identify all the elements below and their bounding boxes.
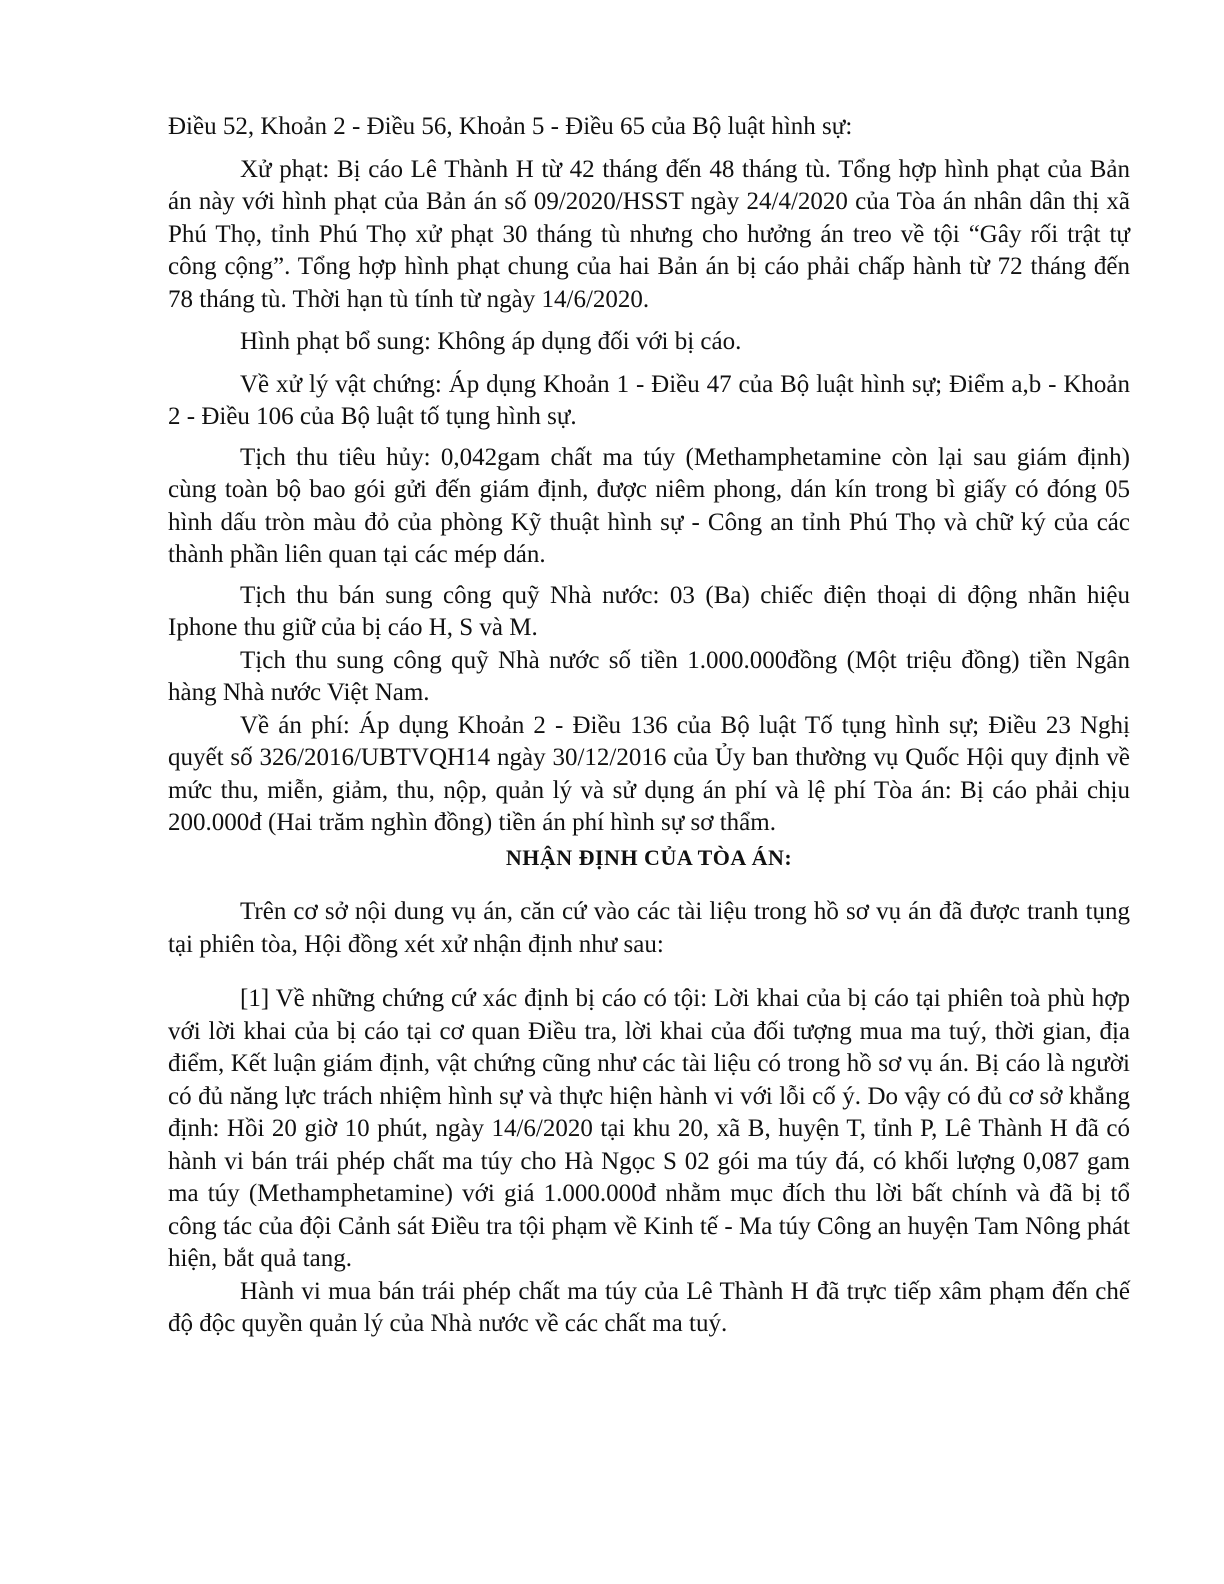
section-heading: NHẬN ĐỊNH CỦA TÒA ÁN:	[505, 844, 793, 870]
paragraph-confiscation-phones: Tịch thu bán sung công quỹ Nhà nước: 03 (Ba) chiếc điện thoại di động nhãn hiệu Iphone thu giữ của bị cáo H, S và M.	[168, 581, 1130, 641]
paragraph-court-assessment-intro: Trên cơ sở nội dung vụ án, căn cứ vào các tài liệu trong hồ sơ vụ án đã được tranh tụng tại phiên tòa, Hội đồng xét xử nhận định như sau:	[168, 898, 1130, 958]
paragraph-evidence-assessment: [1] Về những chứng cứ xác định bị cáo có tội: Lời khai của bị cáo tại phiên toà phù hợp với lời khai của bị cáo tại cơ quan Điều tra, lời khai của đối tượng mua ma tuý, thời gian, địa điểm, Kết luận giám định, vật chứng cũng như các tài liệu có trong hồ sơ vụ án. Bị cáo là người có đủ năng lực trách nhiệm hình sự và thực hiện hành vi với lỗi cố ý. Do vậy có đủ cơ sở khẳng định: Hồi 20 giờ 10 phút, ngày 14/6/2020 tại khu 20, xã B, huyện T, tỉnh P, Lê Thành H đã có hành vi bán trái phép chất ma túy cho Hà Ngọc S 02 gói ma túy đá, có khối lượng 0,087 gam ma túy (Methamphetamine) với giá 1.000.000đ nhằm mục đích thu lời bất chính và đã bị tổ công tác của đội Cảnh sát Điều tra tội phạm về Kinh tế - Ma túy Công an huyện Tam Nông phát hiện, bắt quả tang.	[168, 985, 1130, 1272]
paragraph-violation-assessment: Hành vi mua bán trái phép chất ma túy của Lê Thành H đã trực tiếp xâm phạm đến chế độ độc quyền quản lý của Nhà nước về các chất ma tuý.	[168, 1277, 1130, 1337]
paragraph-confiscation-money: Tịch thu sung công quỹ Nhà nước số tiền 1.000.000đồng (Một triệu đồng) tiền Ngân hàng Nhà nước Việt Nam.	[168, 646, 1130, 706]
paragraph-evidence-handling: Về xử lý vật chứng: Áp dụng Khoản 1 - Điều 47 của Bộ luật hình sự; Điểm a,b - Khoản 2 - Điều 106 của Bộ luật tố tụng hình sự.	[168, 370, 1130, 430]
paragraph-sentence: Xử phạt: Bị cáo Lê Thành H từ 42 tháng đến 48 tháng tù. Tổng hợp hình phạt của Bản án này với hình phạt của Bản án số 09/2020/HSST ngày 24/4/2020 của Tòa án nhân dân thị xã Phú Thọ, tỉnh Phú Thọ xử phạt 30 tháng tù nhưng cho hưởng án treo về tội “Gây rối trật tự công cộng”. Tổng hợp hình phạt chung của hai Bản án bị cáo phải chấp hành từ 72 tháng đến 78 tháng tù. Thời hạn tù tính từ ngày 14/6/2020.	[168, 155, 1130, 313]
paragraph-confiscation-destroy: Tịch thu tiêu hủy: 0,042gam chất ma túy (Methamphetamine còn lại sau giám định) cùng toàn bộ bao gói gửi đến giám định, được niêm phong, dán kín trong bì giấy có đóng 05 hình dấu tròn màu đỏ của phòng Kỹ thuật hình sự - Công an tỉnh Phú Thọ và chữ ký của các thành phần liên quan tại các mép dán.	[168, 443, 1130, 568]
document-page	[168, 111, 1130, 1341]
paragraph-additional-penalty: Hình phạt bổ sung: Không áp dụng đối với bị cáo.	[240, 328, 742, 355]
paragraph-legal-basis: Điều 52, Khoản 2 - Điều 56, Khoản 5 - Điều 65 của Bộ luật hình sự:	[168, 113, 853, 140]
paragraph-court-fees: Về án phí: Áp dụng Khoản 2 - Điều 136 của Bộ luật Tố tụng hình sự; Điều 23 Nghị quyết số 326/2016/UBTVQH14 ngày 30/12/2016 của Ủy ban thường vụ Quốc Hội quy định về mức thu, miễn, giảm, thu, nộp, quản lý và sử dụng án phí và lệ phí Tòa án: Bị cáo phải chịu 200.000đ (Hai trăm nghìn đồng) tiền án phí hình sự sơ thẩm.	[168, 711, 1130, 836]
